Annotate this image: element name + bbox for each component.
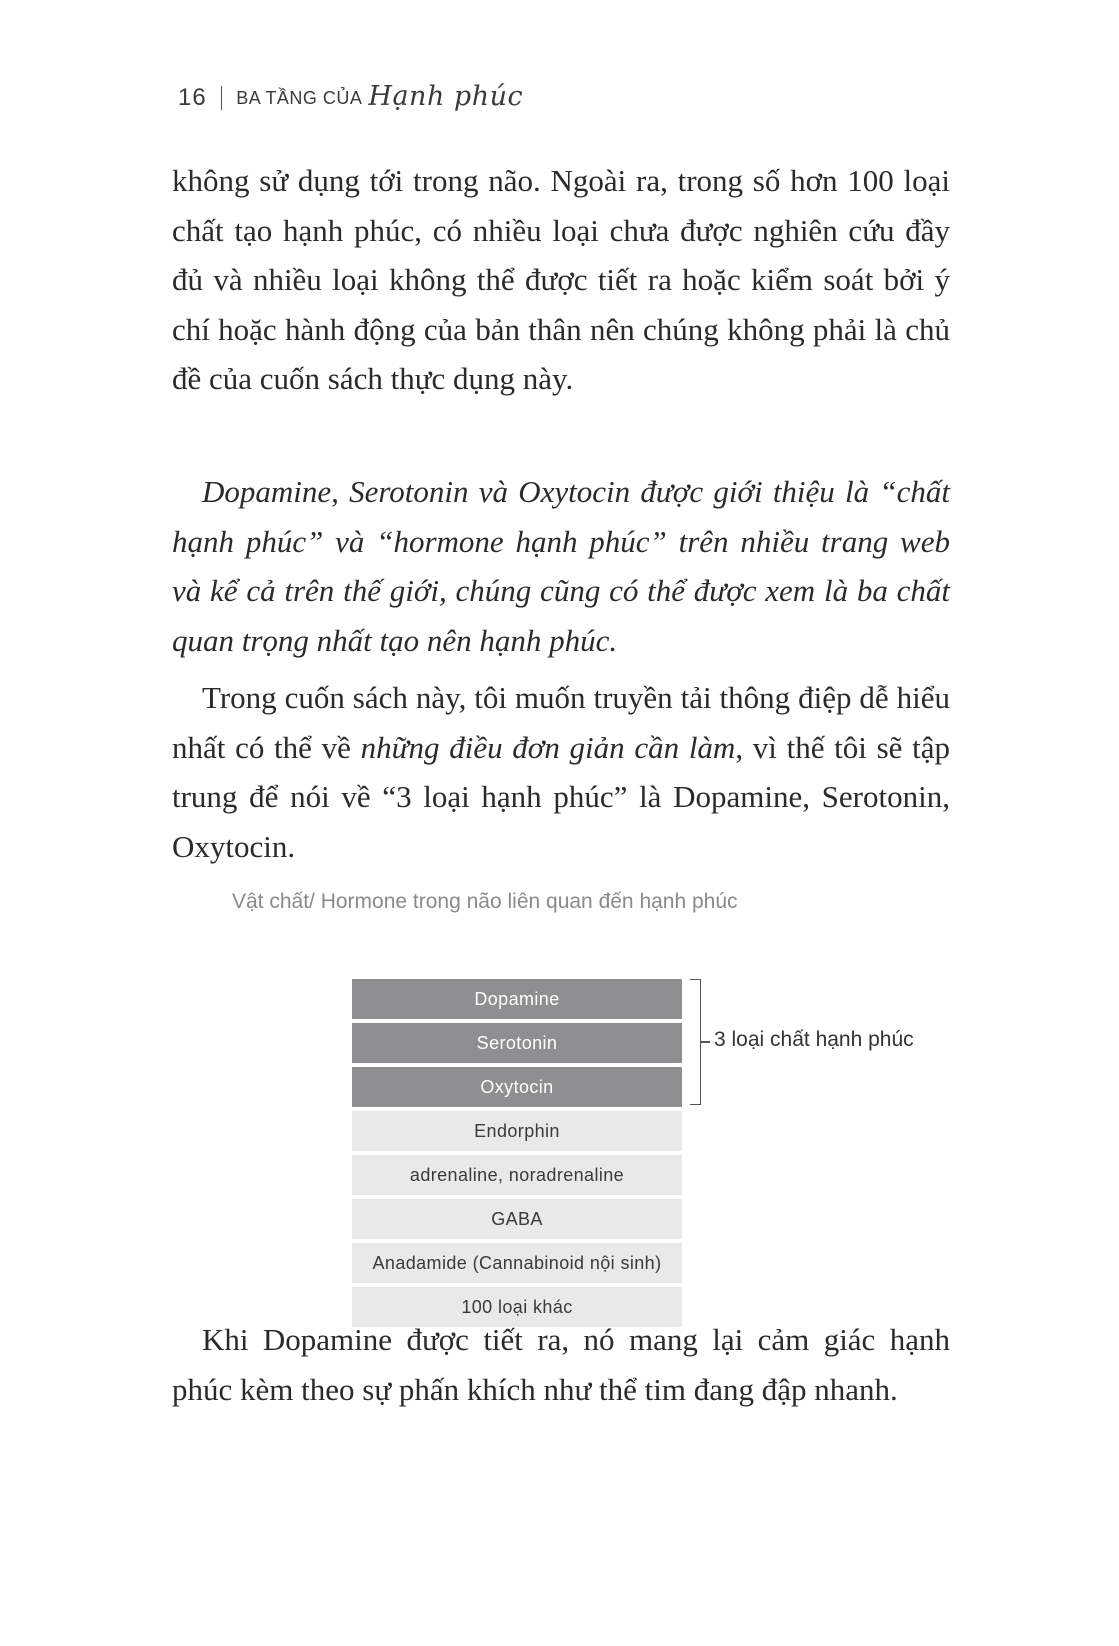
hormone-stack <box>352 979 682 1331</box>
bracket-label: 3 loại chất hạnh phúc <box>714 1028 914 1051</box>
paragraph-3-tail: , vì thế tôi sẽ tập trung để nói về “3 loại hạnh phúc” là Dopamine, Serotonin, Oxytocin. <box>172 729 951 864</box>
paragraph-4: Khi Dopamine được tiết ra, nó mang lại cảm giác hạnh phúc kèm theo sự phấn khích như thể tim đang đập nhanh. <box>172 1322 950 1407</box>
running-title-script: Hạnh phúc <box>368 80 524 112</box>
stack-item-serotonin: Serotonin <box>352 1023 682 1063</box>
page-header <box>178 78 523 118</box>
paragraph-3-emphasis: những điều đơn giản cần làm <box>360 729 736 765</box>
page-number: 16 <box>178 84 207 111</box>
stack-item-oxytocin: Oxytocin <box>352 1067 682 1107</box>
paragraph-3 <box>172 673 950 871</box>
paragraph-1: không sử dụng tới trong não. Ngoài ra, trong số hơn 100 loại chất tạo hạnh phúc, có nhiều loại chưa được nghiên cứu đầy đủ và nhiều loại không thể được tiết ra hoặc kiểm soát bởi ý chí hoặc hành động của bản thân nên chúng không phải là chủ đề của cuốn sách thực dụng này. <box>172 163 950 396</box>
stack-item-anadamide: Anadamide (Cannabinoid nội sinh) <box>352 1243 682 1283</box>
header-separator <box>221 86 223 110</box>
paragraph-3-lead: Trong cuốn sách này, tôi muốn truyền tải thông điệp dễ hiểu nhất có thể về <box>172 680 950 765</box>
group-bracket-tick <box>701 1041 710 1043</box>
stack-item-gaba: GABA <box>352 1199 682 1239</box>
stack-item-others: 100 loại khác <box>352 1287 682 1327</box>
stack-item-dopamine: Dopamine <box>352 979 682 1019</box>
running-title: BA TẦNG CỦA <box>236 87 363 108</box>
diagram-caption: Vật chất/ Hormone trong não liên quan đến hạnh phúc <box>232 890 738 913</box>
stack-item-endorphin: Endorphin <box>352 1111 682 1151</box>
group-bracket <box>690 979 701 1105</box>
paragraph-2: Dopamine, Serotonin và Oxytocin được giới thiệu là “chất hạnh phúc” và “hormone hạnh phúc” trên nhiều trang web và kể cả trên thế giới, chúng cũng có thể được xem là ba chất quan trọng nhất tạo nên hạnh phúc. <box>172 474 950 658</box>
stack-item-adrenaline: adrenaline, noradrenaline <box>352 1155 682 1195</box>
